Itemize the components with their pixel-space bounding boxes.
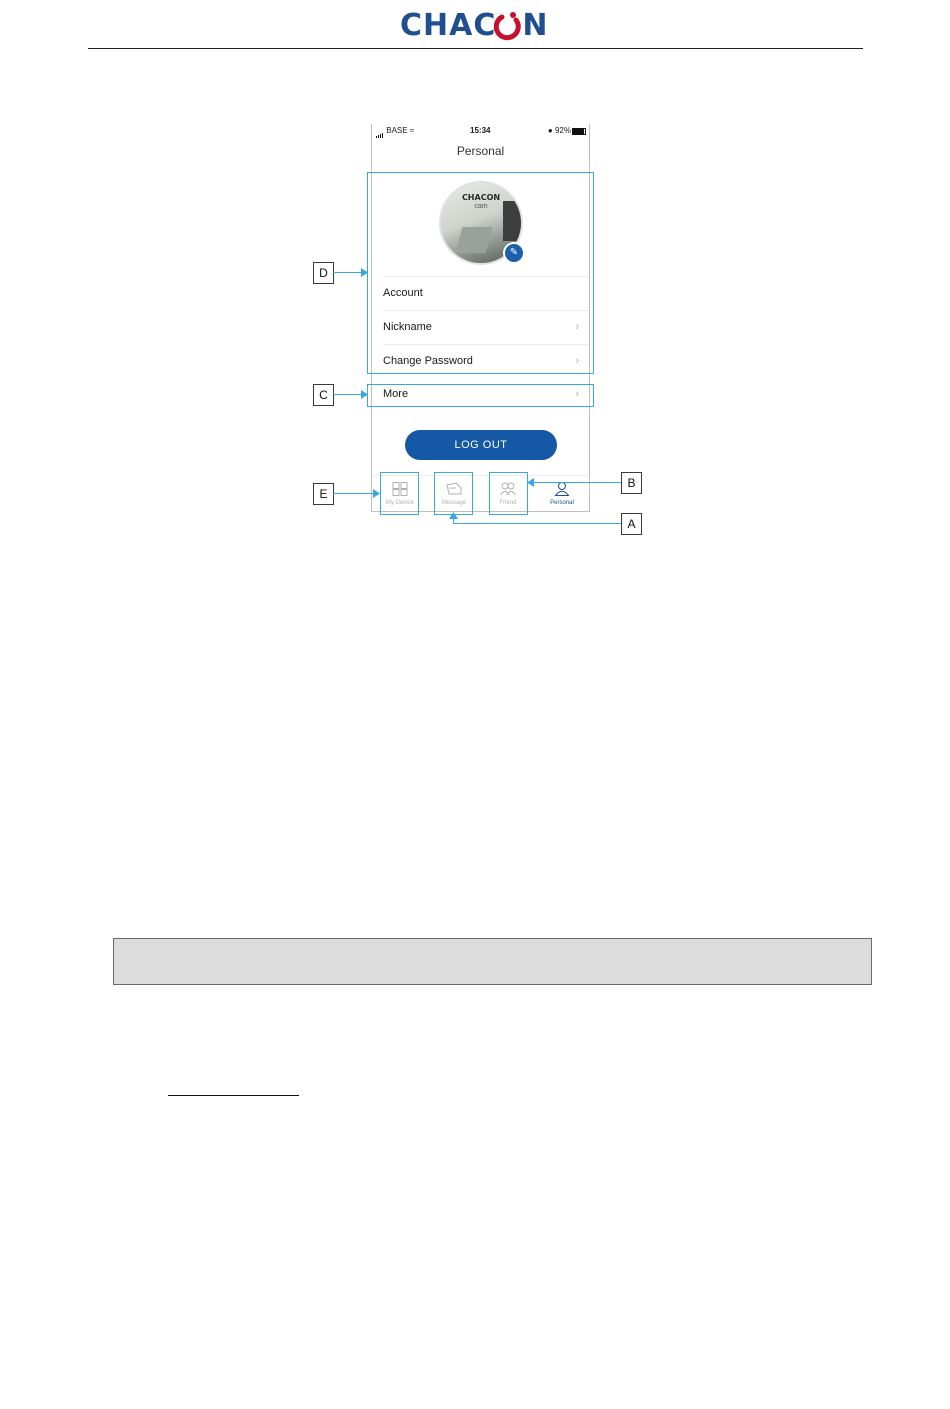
highlight-more-row	[367, 384, 594, 407]
header-rule	[88, 48, 863, 49]
callout-tag-c: C	[313, 384, 334, 406]
note-box	[113, 938, 872, 985]
highlight-friend-tab	[489, 472, 528, 515]
callout-tag-a: A	[621, 513, 642, 535]
callout-line-d	[333, 272, 363, 273]
callout-line-b	[533, 482, 621, 483]
avatar-brand: CHACON	[461, 193, 501, 202]
logo-wordmark: CHAC N	[400, 8, 549, 43]
section-underline	[168, 1095, 299, 1096]
callout-tag-d: D	[313, 262, 334, 284]
wifi-icon: ≈	[409, 126, 415, 136]
logo-o-icon	[494, 12, 522, 42]
row-label: Change Password	[383, 355, 473, 367]
tab-label: Friend	[499, 500, 517, 506]
arrowhead-c	[361, 390, 369, 399]
callout-line-c	[333, 394, 363, 395]
edit-avatar-icon[interactable]: ✎	[503, 242, 525, 264]
tab-label: Message	[441, 500, 467, 506]
battery-icon	[572, 128, 586, 135]
status-bar	[372, 124, 589, 138]
arrowhead-b	[526, 478, 534, 487]
highlight-profile-section	[367, 172, 594, 374]
callout-tag-b: B	[621, 472, 642, 494]
callout-tag-e: E	[313, 483, 334, 505]
alarm-icon: ●	[547, 126, 553, 135]
logout-button[interactable]: LOG OUT	[405, 430, 557, 460]
highlight-message-tab	[434, 472, 473, 515]
chevron-right-icon: ›	[575, 321, 579, 333]
signal-icon	[376, 124, 384, 138]
callout-line-a	[453, 523, 621, 524]
chevron-right-icon: ›	[575, 388, 579, 400]
chacon-logo	[400, 8, 552, 46]
arrowhead-a	[449, 512, 458, 519]
row-label: More	[383, 388, 409, 400]
row-label: Nickname	[383, 321, 432, 333]
person-icon	[554, 482, 570, 496]
status-time: 15:34	[470, 126, 491, 135]
battery-percent: 92%	[554, 126, 571, 135]
avatar-sub: cam	[474, 203, 488, 210]
screen-title: Personal	[456, 144, 505, 158]
row-label: Account	[383, 287, 423, 299]
carrier-label: BASE	[386, 126, 408, 136]
chevron-right-icon: ›	[575, 355, 579, 367]
callout-line-e	[333, 493, 374, 494]
highlight-my-device-tab	[380, 472, 419, 515]
tab-label: Personal	[550, 500, 574, 506]
arrowhead-e	[373, 489, 381, 498]
tab-label: My Device	[385, 500, 414, 506]
arrowhead-d	[361, 268, 369, 277]
